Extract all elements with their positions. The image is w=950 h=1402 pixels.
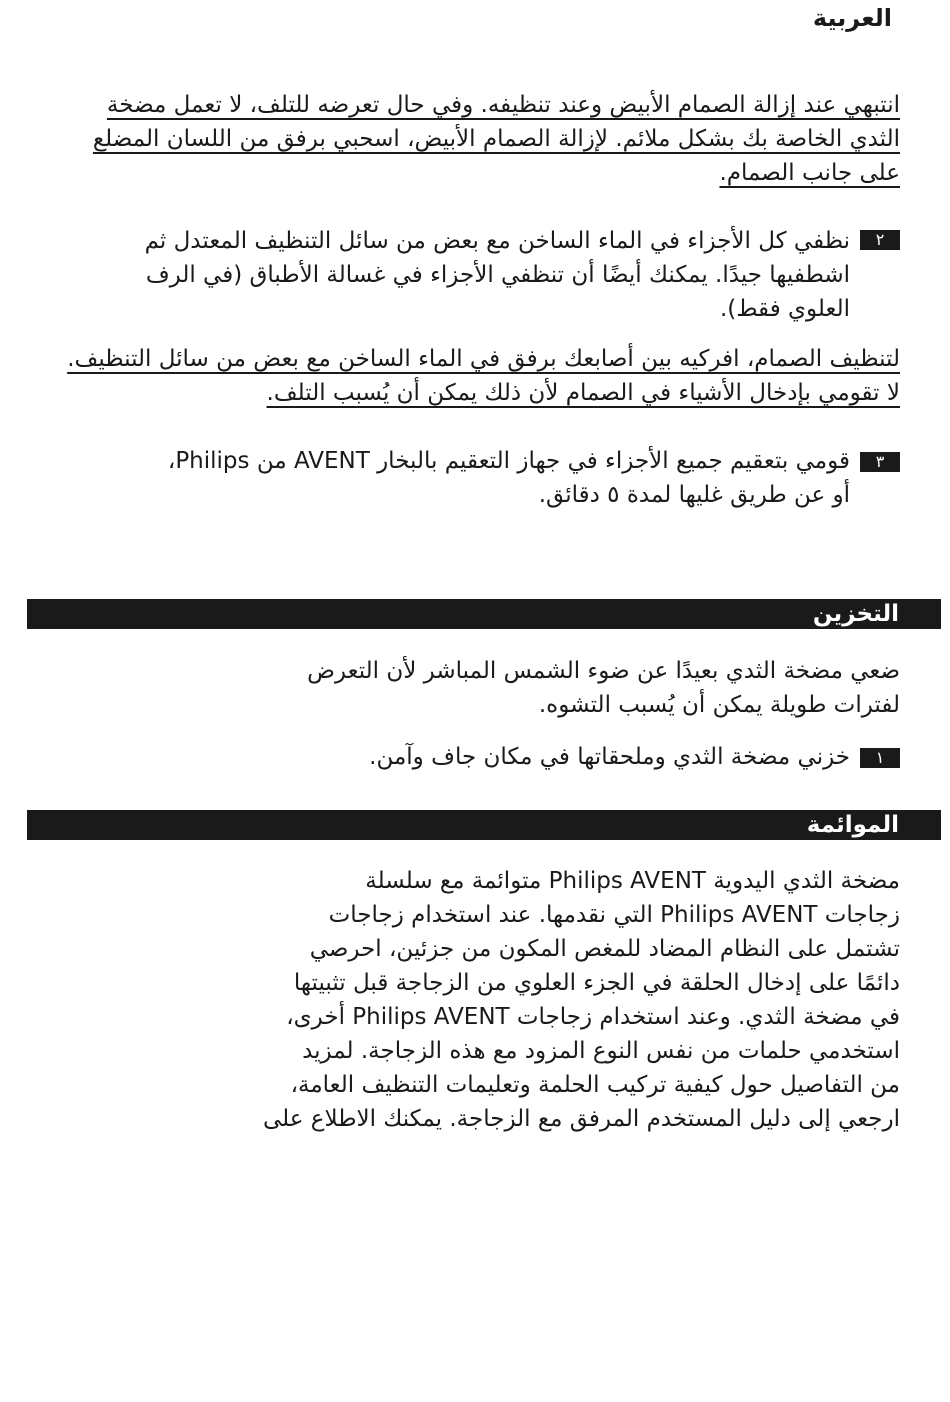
step-line: اشطفيها جيدًا. يمكنك أيضًا أن تنظفي الأجزاء في غسالة الأطباق (في الرف [145, 262, 850, 288]
step-number-badge: ١ [860, 748, 900, 768]
valve-caution-note [93, 88, 900, 190]
language-label: العربية [812, 4, 892, 32]
note-line: لا تقومي بإدخال الأشياء في الصمام لأن ذلك يمكن أن يُسبب التلف. [266, 380, 900, 406]
paragraph-line: دائمًا على إدخال الحلقة في الجزء العلوي من الزجاجة قبل تثبيتها [293, 970, 900, 996]
note-line: لتنظيف الصمام، افركيه بين أصابعك برفق في الماء الساخن مع بعض من سائل التنظيف. [67, 346, 900, 372]
paragraph-line: استخدمي حلمات من نفس النوع المزود مع هذه الزجاجة. لمزيد [302, 1038, 900, 1064]
paragraph-line: في مضخة الثدي. وعند استخدام زجاجات Philips AVENT أخرى، [286, 1004, 900, 1030]
paragraph-line: مضخة الثدي اليدوية Philips AVENT متوائمة مع سلسلة [365, 868, 900, 894]
step-line: أو عن طريق غليها لمدة ٥ دقائق. [538, 482, 850, 508]
step-2-instructions [145, 224, 850, 326]
section-header-storage [27, 599, 941, 629]
step-number-badge: ٣ [860, 452, 900, 472]
storage-intro [307, 654, 900, 722]
paragraph-line: ضعي مضخة الثدي بعيدًا عن ضوء الشمس المباشر لأن التعرض [307, 658, 900, 684]
step-line: نظفي كل الأجزاء في الماء الساخن مع بعض من سائل التنظيف المعتدل ثم [144, 228, 850, 254]
note-line: على جانب الصمام. [719, 160, 900, 186]
paragraph-line: لفترات طويلة يمكن أن يُسبب التشوه. [538, 692, 900, 718]
paragraph-line: ارجعي إلى دليل المستخدم المرفق مع الزجاجة. يمكنك الاطلاع على [262, 1106, 900, 1132]
section-header-compatibility [27, 810, 941, 840]
paragraph-line: زجاجات Philips AVENT التي نقدمها. عند استخدام زجاجات [328, 902, 900, 928]
compatibility-paragraph [263, 864, 900, 1136]
step-number-badge: ٢ [860, 230, 900, 250]
note-line: انتبهي عند إزالة الصمام الأبيض وعند تنظيفه. وفي حال تعرضه للتلف، لا تعمل مضخة [106, 92, 900, 118]
storage-step-1 [369, 740, 850, 774]
step-line: قومي بتعقيم جميع الأجزاء في جهاز التعقيم بالبخار AVENT من Philips، [167, 448, 850, 474]
note-line: الثدي الخاصة بك بشكل ملائم. لإزالة الصمام الأبيض، اسحبي برفق من اللسان المضلع [92, 126, 900, 152]
paragraph-line: تشتمل على النظام المضاد للمغص المكون من جزئين، احرصي [309, 936, 900, 962]
step-line: خزني مضخة الثدي وملحقاتها في مكان جاف وآمن. [369, 744, 850, 770]
step-3-instructions [168, 444, 850, 512]
paragraph-line: من التفاصيل حول كيفية تركيب الحلمة وتعليمات التنظيف العامة، [290, 1072, 900, 1098]
section-heading: الموائمة [806, 812, 899, 838]
step-line: العلوي فقط). [719, 296, 850, 322]
valve-cleaning-note [67, 342, 900, 410]
section-heading: التخزين [812, 601, 899, 627]
